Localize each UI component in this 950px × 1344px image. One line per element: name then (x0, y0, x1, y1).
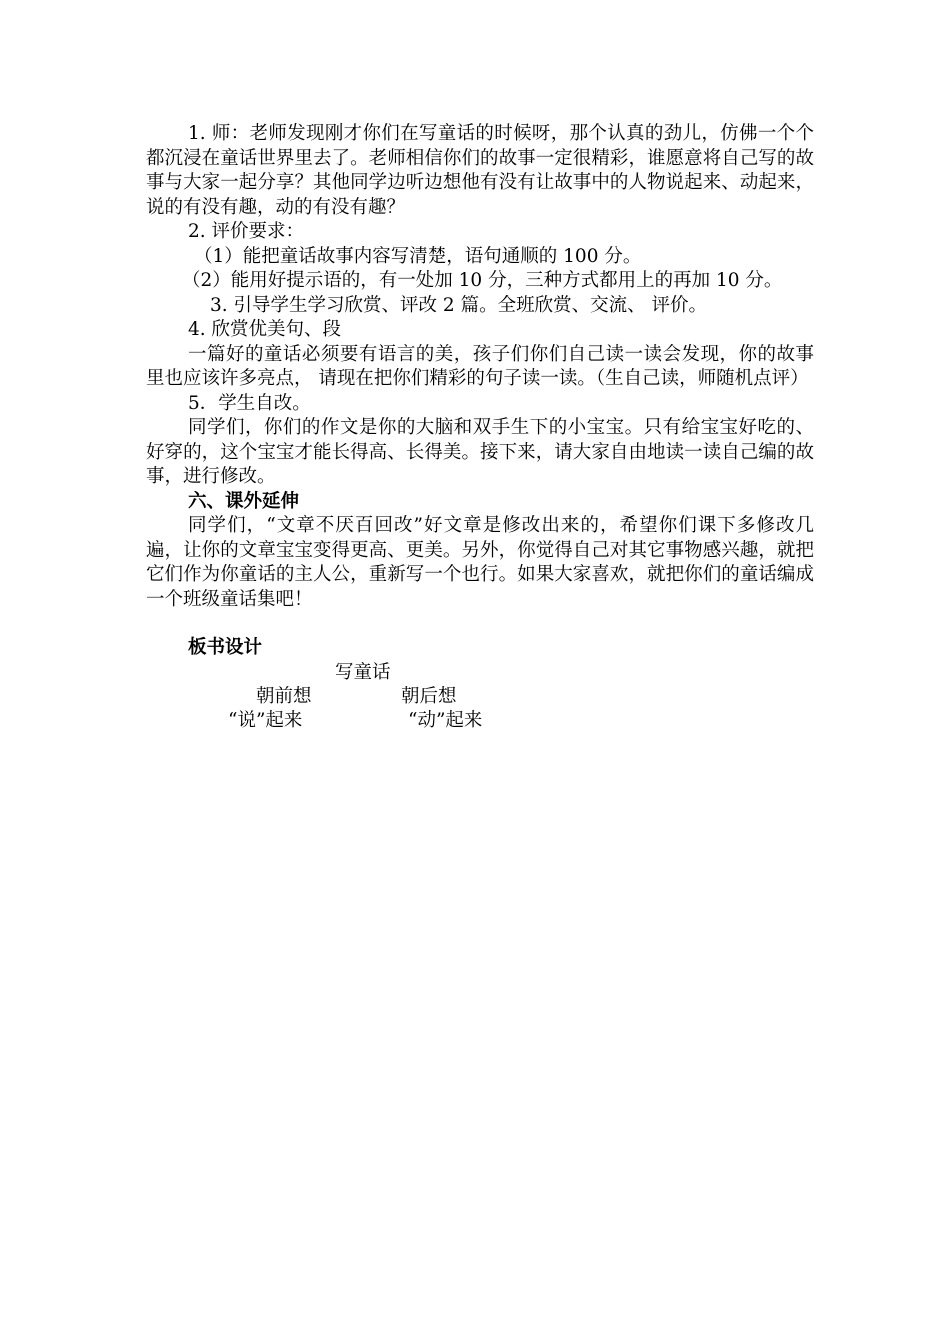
paragraph-extension: 同学们，“文章不厌百回改”好文章是修改出来的，希望你们课下多修改几遍，让你的文章宝宝变得更高、更美。另外，你觉得自己对其它事物感兴趣，就把它们作为你童话的主人公，重新写一个也行。如果大家喜欢，就把你们的童话编成一个班级童话集吧！ (146, 515, 814, 610)
paragraph-requirement-2: （2）能用好提示语的，有一处加 10 分，三种方式都用上的再加 10 分。 (182, 270, 783, 291)
spacer (146, 612, 814, 636)
board-design (146, 661, 814, 737)
paragraph-requirement-1: （1）能把童话故事内容写清楚，语句通顺的 100 分。 (194, 245, 642, 267)
paragraph-evaluation-heading: 2. 评价要求： (188, 221, 305, 242)
paragraph-appreciate: 一篇好的童话必须要有语言的美，孩子们你们自己读一读会发现，你的故事里也应该许多亮点， 请现在把你们精彩的句子读一读。（生自己读，师随机点评） (146, 343, 814, 389)
board-design-heading: 板书设计 (188, 637, 263, 658)
paragraph-appreciate-heading: 4. 欣赏优美句、段 (188, 319, 342, 340)
board-right-top: 朝后想 (401, 685, 457, 707)
board-right-bottom: “动”起来 (408, 709, 483, 731)
paragraph-self-revise-heading: 5．学生自改。 (188, 392, 311, 414)
board-left-top: 朝前想 (256, 685, 312, 707)
paragraph-self-revise: 同学们，你们的作文是你的大脑和双手生下的小宝宝。只有给宝宝好吃的、好穿的，这个宝宝才能长得高、长得美。接下来，请大家自由地读一读自己编的故事，进行修改。 (146, 417, 814, 487)
paragraph-guide: 3. 引导学生学习欣赏、评改 2 篇。全班欣赏、交流、 评价。 (210, 294, 707, 316)
board-left-bottom: “说”起来 (228, 709, 303, 731)
document-body (146, 122, 814, 737)
paragraph-sharing: 1. 师：老师发现刚才你们在写童话的时候呀，那个认真的劲儿，仿佛一个个都沉浸在童话世界里去了。老师相信你们的故事一定很精彩，谁愿意将自己写的故事与大家一起分享？其他同学边听边想他有没有让故事中的人物说起来、动起来，说的有没有趣，动的有没有趣？ (146, 123, 814, 218)
board-title: 写童话 (335, 661, 391, 683)
section-heading-extension: 六、课外延伸 (188, 490, 300, 512)
